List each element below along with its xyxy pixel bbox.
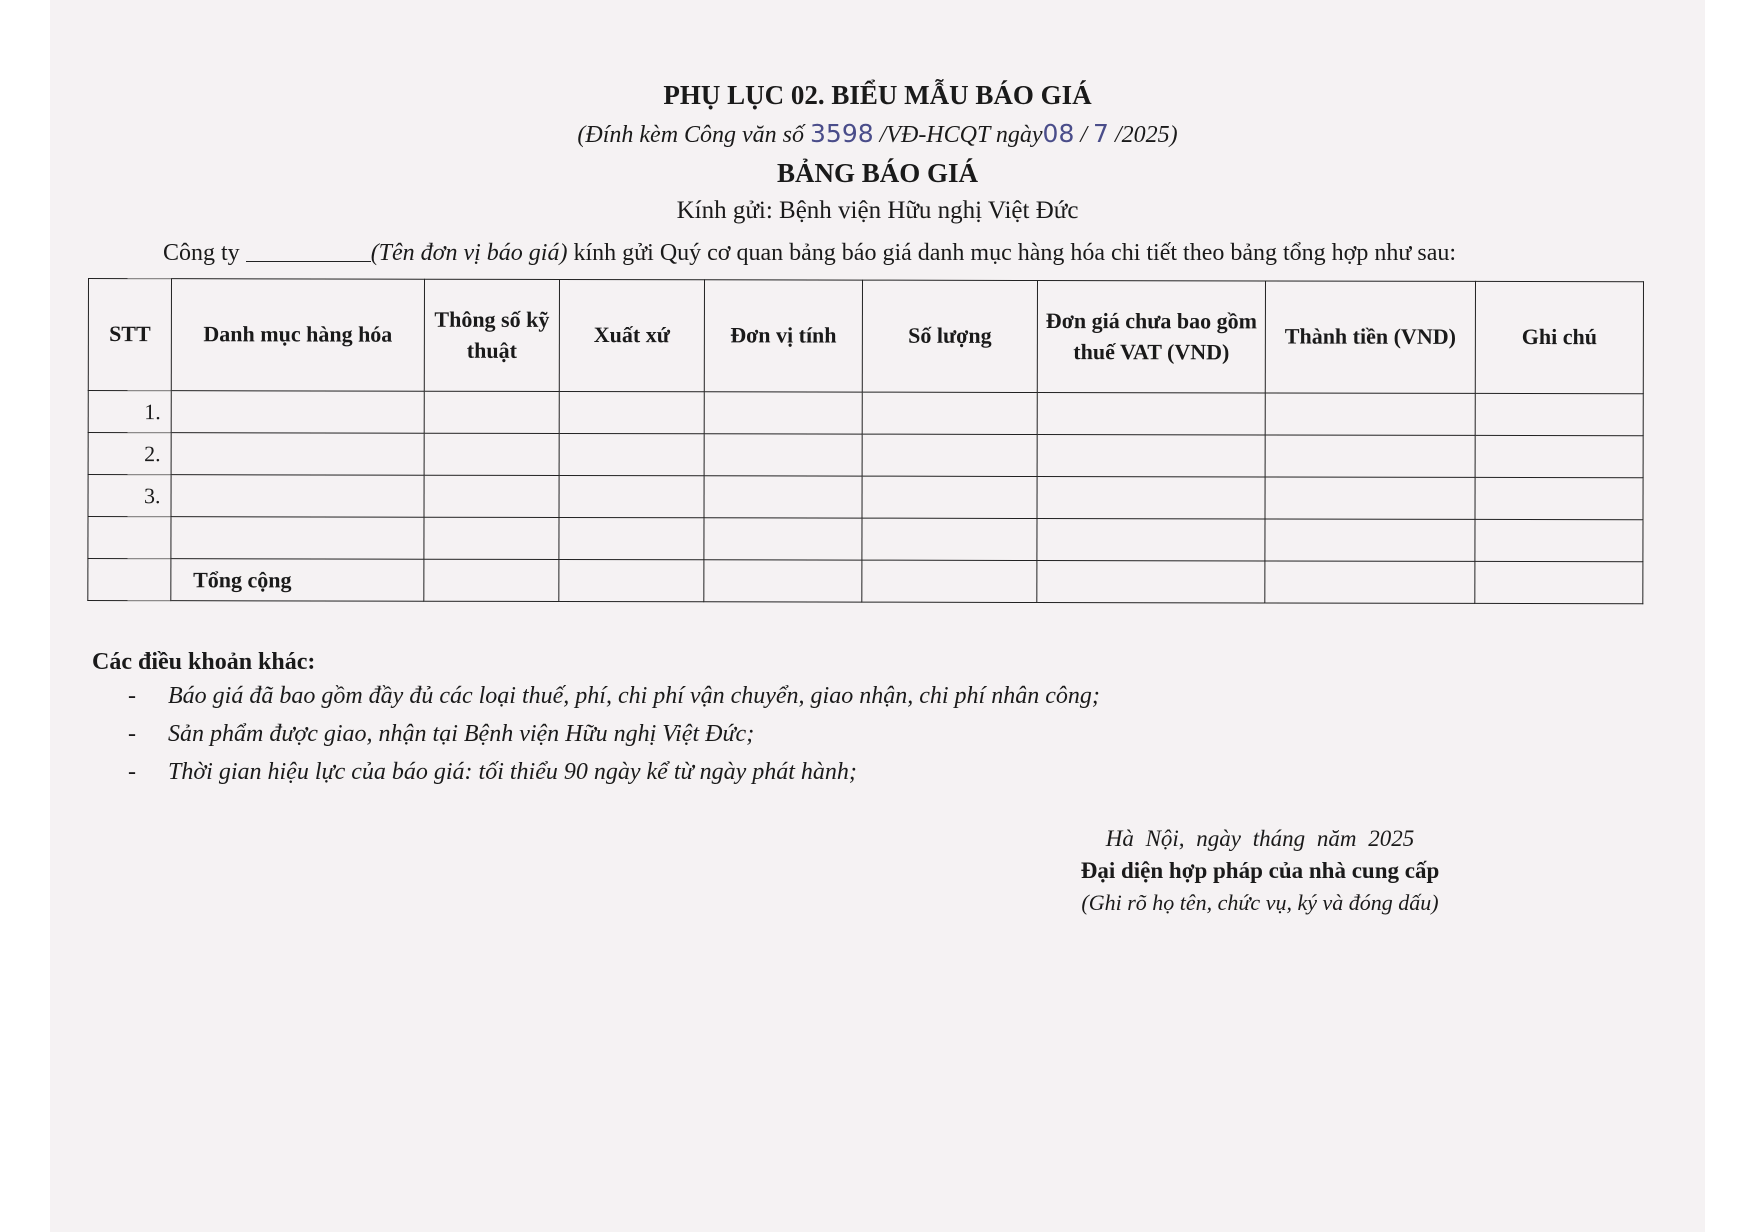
attachment-sep: / xyxy=(1074,122,1094,148)
header-stt: STT xyxy=(88,279,171,391)
term-text: Sản phẩm được giao, nhận tại Bệnh viện Hữu nghị Việt Đức; xyxy=(168,721,755,747)
list-item xyxy=(128,721,1100,759)
intro-paragraph xyxy=(163,240,1456,267)
unit-price-cell[interactable] xyxy=(1037,392,1265,434)
quantity-cell[interactable] xyxy=(862,434,1037,476)
header-note: Ghi chú xyxy=(1475,281,1643,393)
item-cell[interactable] xyxy=(171,475,424,518)
handwritten-month: 7 xyxy=(1093,119,1109,148)
document-title: PHỤ LỤC 02. BIỂU MẪU BÁO GIÁ xyxy=(663,80,1092,110)
signature-note: (Ghi rõ họ tên, chức vụ, ký và đóng dấu) xyxy=(1081,890,1439,915)
total-unit-price-cell[interactable] xyxy=(1037,560,1265,602)
signature-representative: Đại diện hợp pháp của nhà cung cấp xyxy=(1080,858,1440,883)
unit-cell[interactable] xyxy=(704,518,862,560)
bullet-dash: - xyxy=(128,721,136,747)
quote-subtitle: BẢNG BÁO GIÁ xyxy=(776,158,979,188)
spec-cell[interactable] xyxy=(424,475,559,517)
quantity-cell[interactable] xyxy=(862,392,1037,434)
table-row xyxy=(88,517,1643,562)
intro-company: Công ty xyxy=(163,240,246,266)
terms-title: Các điều khoản khác: xyxy=(92,649,316,675)
handwritten-day: 08 xyxy=(1042,119,1075,148)
amount-cell[interactable] xyxy=(1265,435,1475,477)
attachment-reference xyxy=(0,119,1755,149)
item-cell[interactable] xyxy=(171,433,424,476)
table-row xyxy=(88,433,1643,478)
table-row xyxy=(88,391,1643,436)
quantity-cell[interactable] xyxy=(862,518,1037,560)
unit-cell[interactable] xyxy=(704,434,862,476)
total-label: Tổng cộng xyxy=(171,559,424,602)
spec-cell[interactable] xyxy=(424,517,559,559)
attachment-suffix: /2025) xyxy=(1108,122,1178,148)
unit-cell[interactable] xyxy=(704,392,862,434)
signature-date-line: Hà Nội, ngày tháng năm 2025 xyxy=(1105,826,1415,851)
quote-table xyxy=(87,278,1644,604)
bullet-dash: - xyxy=(128,759,136,785)
amount-cell[interactable] xyxy=(1265,477,1475,519)
origin-cell[interactable] xyxy=(559,475,704,517)
total-row xyxy=(88,559,1643,604)
item-cell[interactable] xyxy=(171,391,424,434)
total-note-cell[interactable] xyxy=(1475,561,1643,603)
note-cell[interactable] xyxy=(1475,393,1643,435)
list-item xyxy=(128,759,1100,797)
row-stt: 2. xyxy=(88,433,171,475)
bullet-dash: - xyxy=(128,683,136,709)
header-spec: Thông số kỹ thuật xyxy=(424,279,559,391)
origin-cell[interactable] xyxy=(559,517,704,559)
note-cell[interactable] xyxy=(1475,477,1643,519)
attachment-prefix: (Đính kèm Công văn số xyxy=(577,122,805,148)
unit-price-cell[interactable] xyxy=(1037,518,1265,560)
unit-price-cell[interactable] xyxy=(1037,476,1265,518)
recipient-line: Kính gửi: Bệnh viện Hữu nghị Việt Đức xyxy=(676,197,1079,224)
spec-cell[interactable] xyxy=(424,391,559,433)
handwritten-doc-number: 3598 xyxy=(810,119,874,148)
terms-list xyxy=(128,683,1100,797)
header-quantity: Số lượng xyxy=(862,280,1037,392)
company-name-blank xyxy=(246,241,371,262)
spec-cell[interactable] xyxy=(424,433,559,475)
header-origin: Xuất xứ xyxy=(559,279,704,391)
origin-cell[interactable] xyxy=(559,391,704,433)
row-stt: 3. xyxy=(88,475,171,517)
total-stt-cell xyxy=(88,559,171,601)
note-cell[interactable] xyxy=(1475,519,1643,561)
unit-cell[interactable] xyxy=(704,476,862,518)
table-header-row xyxy=(88,279,1643,394)
amount-cell[interactable] xyxy=(1265,519,1475,561)
attachment-middle: /VĐ-HCQT ngày xyxy=(879,122,1043,148)
amount-cell[interactable] xyxy=(1265,393,1475,435)
note-cell[interactable] xyxy=(1475,435,1643,477)
total-origin-cell[interactable] xyxy=(559,559,704,601)
header-unit-price: Đơn giá chưa bao gồm thuế VAT (VND) xyxy=(1037,280,1265,392)
intro-text: kính gửi Quý cơ quan bảng báo giá danh mục hàng hóa chi tiết theo bảng tổng hợp như sau: xyxy=(567,240,1457,266)
row-stt xyxy=(88,517,171,559)
quantity-cell[interactable] xyxy=(862,476,1037,518)
list-item xyxy=(128,683,1100,721)
total-quantity-cell[interactable] xyxy=(862,560,1037,602)
term-text: Thời gian hiệu lực của báo giá: tối thiểu 90 ngày kể từ ngày phát hành; xyxy=(168,759,857,785)
table-row xyxy=(88,475,1643,520)
total-amount-cell[interactable] xyxy=(1265,561,1475,603)
item-cell[interactable] xyxy=(171,517,424,560)
header-unit: Đơn vị tính xyxy=(704,280,862,392)
total-spec-cell[interactable] xyxy=(424,559,559,601)
row-stt: 1. xyxy=(88,391,171,433)
total-unit-cell[interactable] xyxy=(704,560,862,602)
header-amount: Thành tiền (VND) xyxy=(1265,281,1475,393)
header-item: Danh mục hàng hóa xyxy=(171,279,424,392)
term-text: Báo giá đã bao gồm đầy đủ các loại thuế, phí, chi phí vận chuyển, giao nhận, chi phí nhân công; xyxy=(168,683,1100,709)
origin-cell[interactable] xyxy=(559,433,704,475)
intro-placeholder: (Tên đơn vị báo giá) xyxy=(370,240,568,266)
unit-price-cell[interactable] xyxy=(1037,434,1265,476)
